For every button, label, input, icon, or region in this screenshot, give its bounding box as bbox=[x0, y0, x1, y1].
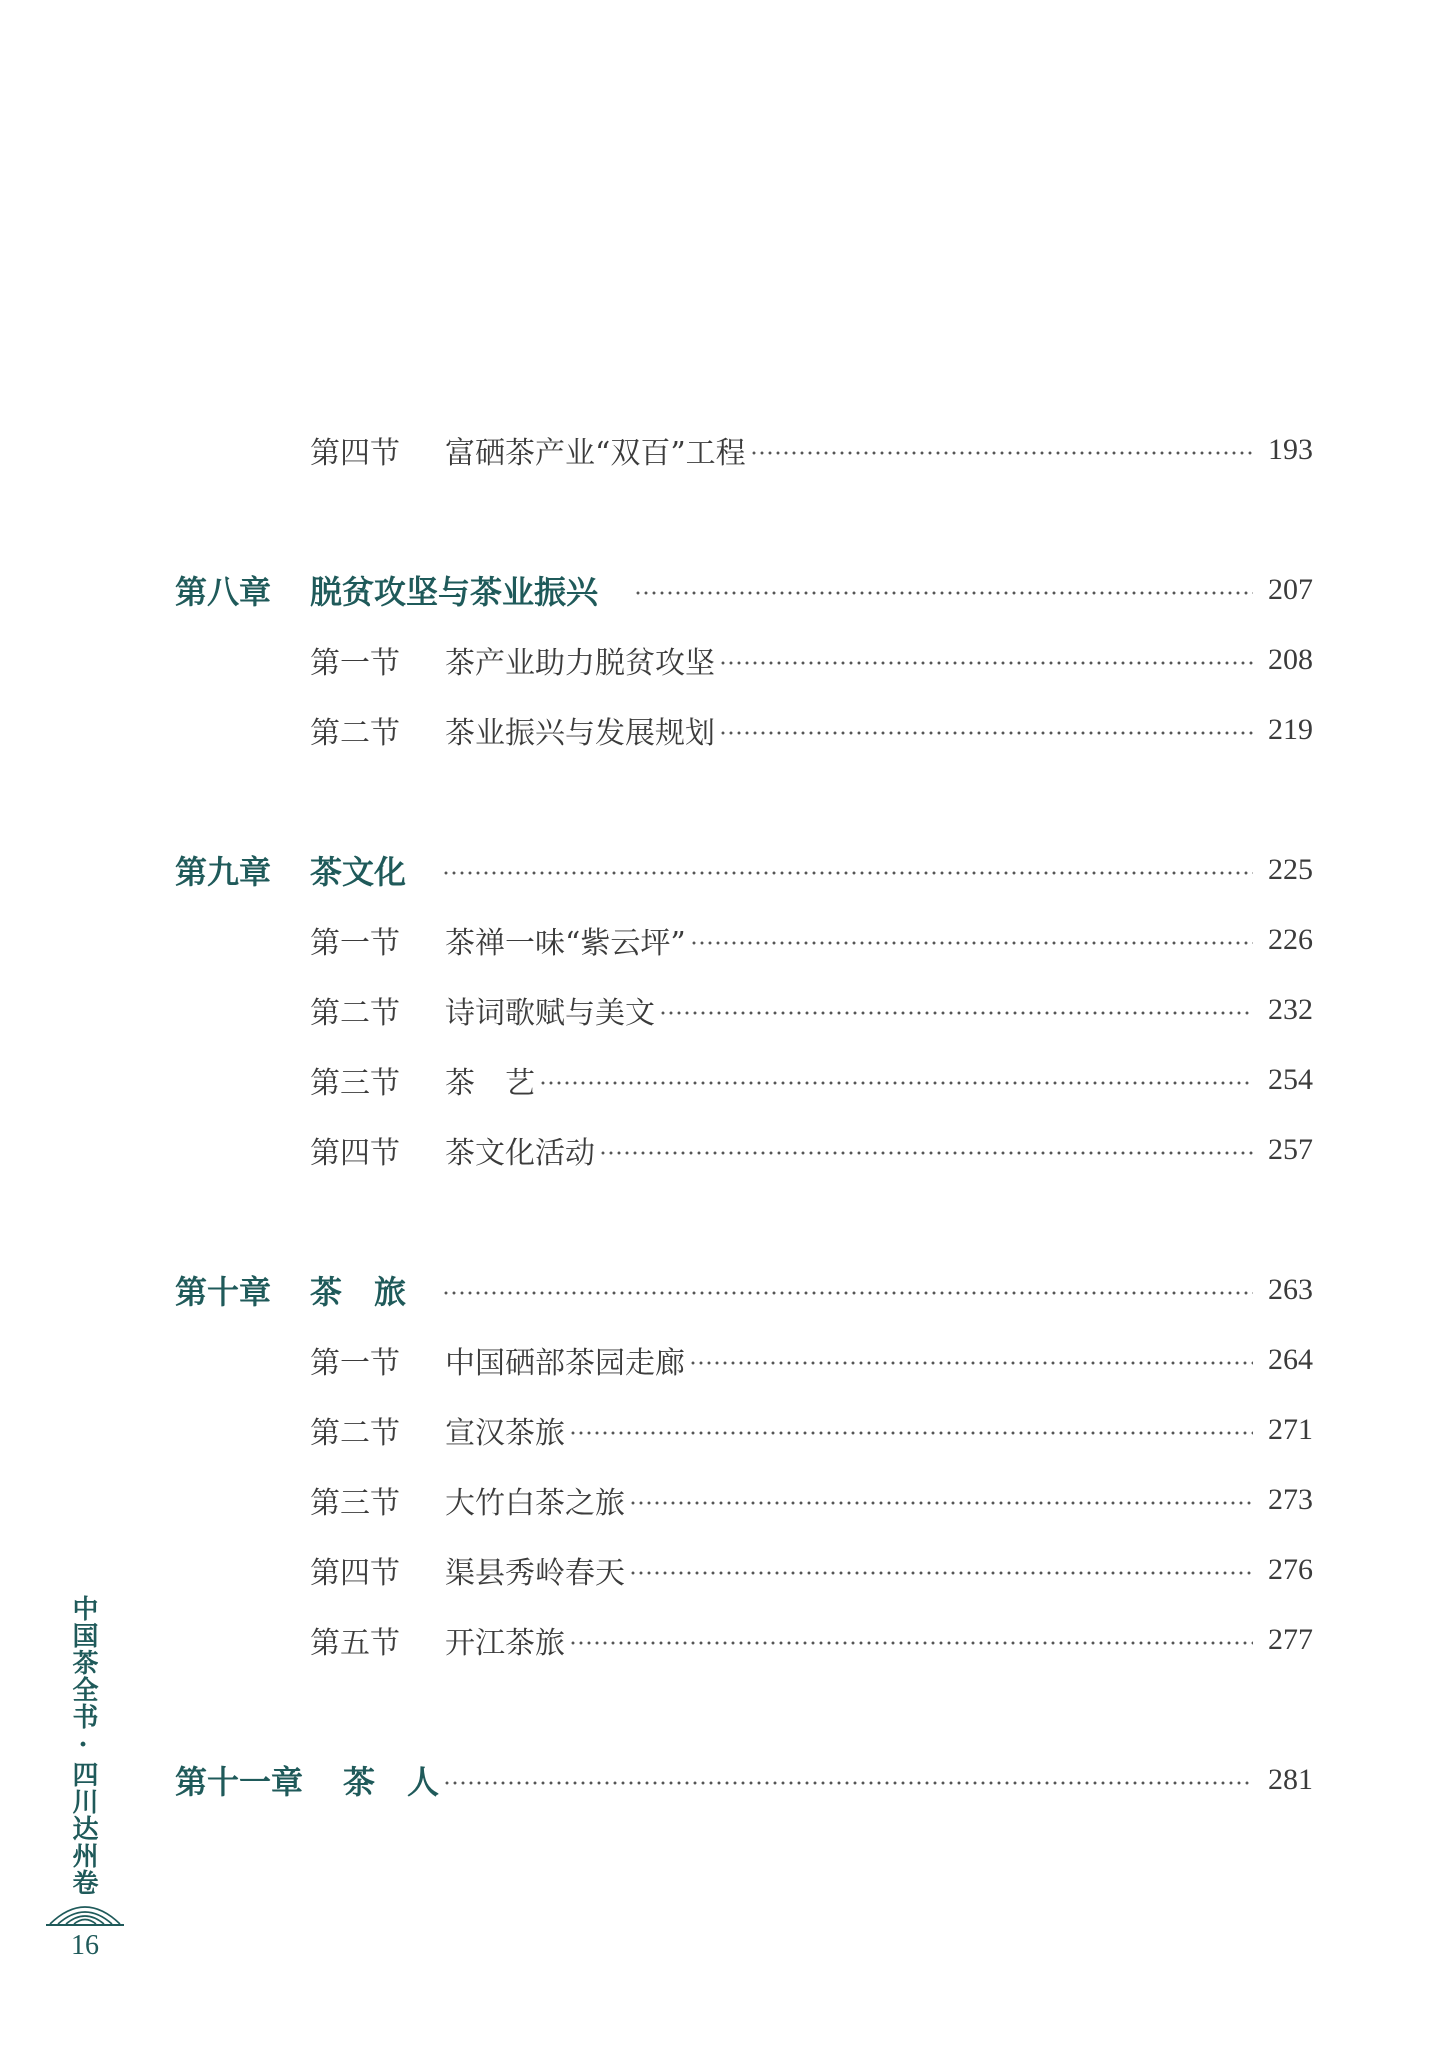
section-title: 茶业振兴与发展规划 bbox=[445, 716, 715, 751]
section-number: 第五节 bbox=[310, 1626, 400, 1661]
toc-section-2-ch9[interactable] bbox=[310, 988, 1313, 1032]
toc-section-1-ch9[interactable] bbox=[310, 918, 1313, 962]
section-title: 富硒茶产业“双百”工程 bbox=[445, 436, 746, 471]
page-ref: 254 bbox=[1268, 1063, 1313, 1096]
leader-dots bbox=[442, 871, 1253, 875]
toc-section-5-ch10[interactable] bbox=[310, 1618, 1313, 1662]
page-ref: 225 bbox=[1268, 853, 1313, 886]
section-number: 第二节 bbox=[310, 716, 400, 751]
series-title: 中国茶全书·四川达州卷 bbox=[68, 1595, 98, 1896]
section-title: 宣汉茶旅 bbox=[445, 1416, 565, 1451]
toc-section-4-ch9[interactable] bbox=[310, 1128, 1313, 1172]
section-number: 第一节 bbox=[310, 926, 400, 961]
section-number: 第一节 bbox=[310, 646, 400, 681]
section-number: 第四节 bbox=[310, 436, 400, 471]
leader-dots bbox=[634, 591, 1253, 595]
section-number: 第三节 bbox=[310, 1066, 400, 1101]
cloud-ornament-icon bbox=[46, 1898, 124, 1928]
page-ref: 226 bbox=[1268, 923, 1313, 956]
section-number: 第二节 bbox=[310, 996, 400, 1031]
section-title: 茶产业助力脱贫攻坚 bbox=[445, 646, 715, 681]
page-ref: 264 bbox=[1268, 1343, 1313, 1376]
toc-chapter-11[interactable] bbox=[175, 1758, 1313, 1802]
toc-section-1-ch8[interactable] bbox=[310, 638, 1313, 682]
page-ref: 207 bbox=[1268, 573, 1313, 606]
section-number: 第四节 bbox=[310, 1556, 400, 1591]
chapter-title: 脱贫攻坚与茶业振兴 bbox=[310, 573, 599, 611]
leader-dots bbox=[539, 1081, 1253, 1085]
leader-dots bbox=[689, 1361, 1253, 1365]
leader-dots bbox=[690, 941, 1253, 945]
chapter-title: 茶 旅 bbox=[310, 1273, 407, 1311]
page-ref: 208 bbox=[1268, 643, 1313, 676]
page-number: 16 bbox=[71, 1930, 99, 1961]
page-ref: 271 bbox=[1268, 1413, 1313, 1446]
toc-section-3-ch9[interactable] bbox=[310, 1058, 1313, 1102]
section-title: 中国硒部茶园走廊 bbox=[445, 1346, 685, 1381]
leader-dots bbox=[629, 1501, 1253, 1505]
page-ref: 232 bbox=[1268, 993, 1313, 1026]
leader-dots bbox=[629, 1571, 1253, 1575]
leader-dots bbox=[750, 451, 1253, 455]
page-ref: 257 bbox=[1268, 1133, 1313, 1166]
leader-dots bbox=[569, 1641, 1253, 1645]
toc-chapter-9[interactable] bbox=[175, 848, 1313, 892]
toc-section-3-ch10[interactable] bbox=[310, 1478, 1313, 1522]
section-title: 茶 艺 bbox=[445, 1066, 535, 1101]
leader-dots bbox=[442, 1291, 1253, 1295]
section-title: 开江茶旅 bbox=[445, 1626, 565, 1661]
toc-section-4-ch10[interactable] bbox=[310, 1548, 1313, 1592]
section-title: 渠县秀岭春天 bbox=[445, 1556, 625, 1591]
leader-dots bbox=[599, 1151, 1253, 1155]
section-number: 第一节 bbox=[310, 1346, 400, 1381]
chapter-title: 茶 人 bbox=[343, 1763, 440, 1801]
leader-dots bbox=[659, 1011, 1253, 1015]
leader-dots bbox=[569, 1431, 1253, 1435]
leader-dots bbox=[719, 731, 1253, 735]
chapter-title: 茶文化 bbox=[310, 853, 407, 891]
toc-section-2-ch10[interactable] bbox=[310, 1408, 1313, 1452]
page-ref: 193 bbox=[1268, 433, 1313, 466]
page-ref: 263 bbox=[1268, 1273, 1313, 1306]
section-number: 第四节 bbox=[310, 1136, 400, 1171]
page-ref: 277 bbox=[1268, 1623, 1313, 1656]
section-title: 诗词歌赋与美文 bbox=[445, 996, 655, 1031]
chapter-number: 第九章 bbox=[175, 853, 272, 891]
page-ref: 219 bbox=[1268, 713, 1313, 746]
page-ref: 276 bbox=[1268, 1553, 1313, 1586]
chapter-number: 第十章 bbox=[175, 1273, 272, 1311]
section-number: 第二节 bbox=[310, 1416, 400, 1451]
page-ref: 273 bbox=[1268, 1483, 1313, 1516]
toc-section-2-ch8[interactable] bbox=[310, 708, 1313, 752]
toc-chapter-8[interactable] bbox=[175, 568, 1313, 612]
leader-dots bbox=[443, 1781, 1253, 1785]
chapter-number: 第十一章 bbox=[175, 1763, 304, 1801]
section-number: 第三节 bbox=[310, 1486, 400, 1521]
chapter-number: 第八章 bbox=[175, 573, 272, 611]
section-title: 茶禅一味“紫云坪” bbox=[445, 926, 686, 961]
toc-section-4-ch7[interactable] bbox=[310, 428, 1313, 472]
toc-chapter-10[interactable] bbox=[175, 1268, 1313, 1312]
section-title: 大竹白茶之旅 bbox=[445, 1486, 625, 1521]
page-ref: 281 bbox=[1268, 1763, 1313, 1796]
leader-dots bbox=[719, 661, 1253, 665]
section-title: 茶文化活动 bbox=[445, 1136, 595, 1171]
toc-section-1-ch10[interactable] bbox=[310, 1338, 1313, 1382]
